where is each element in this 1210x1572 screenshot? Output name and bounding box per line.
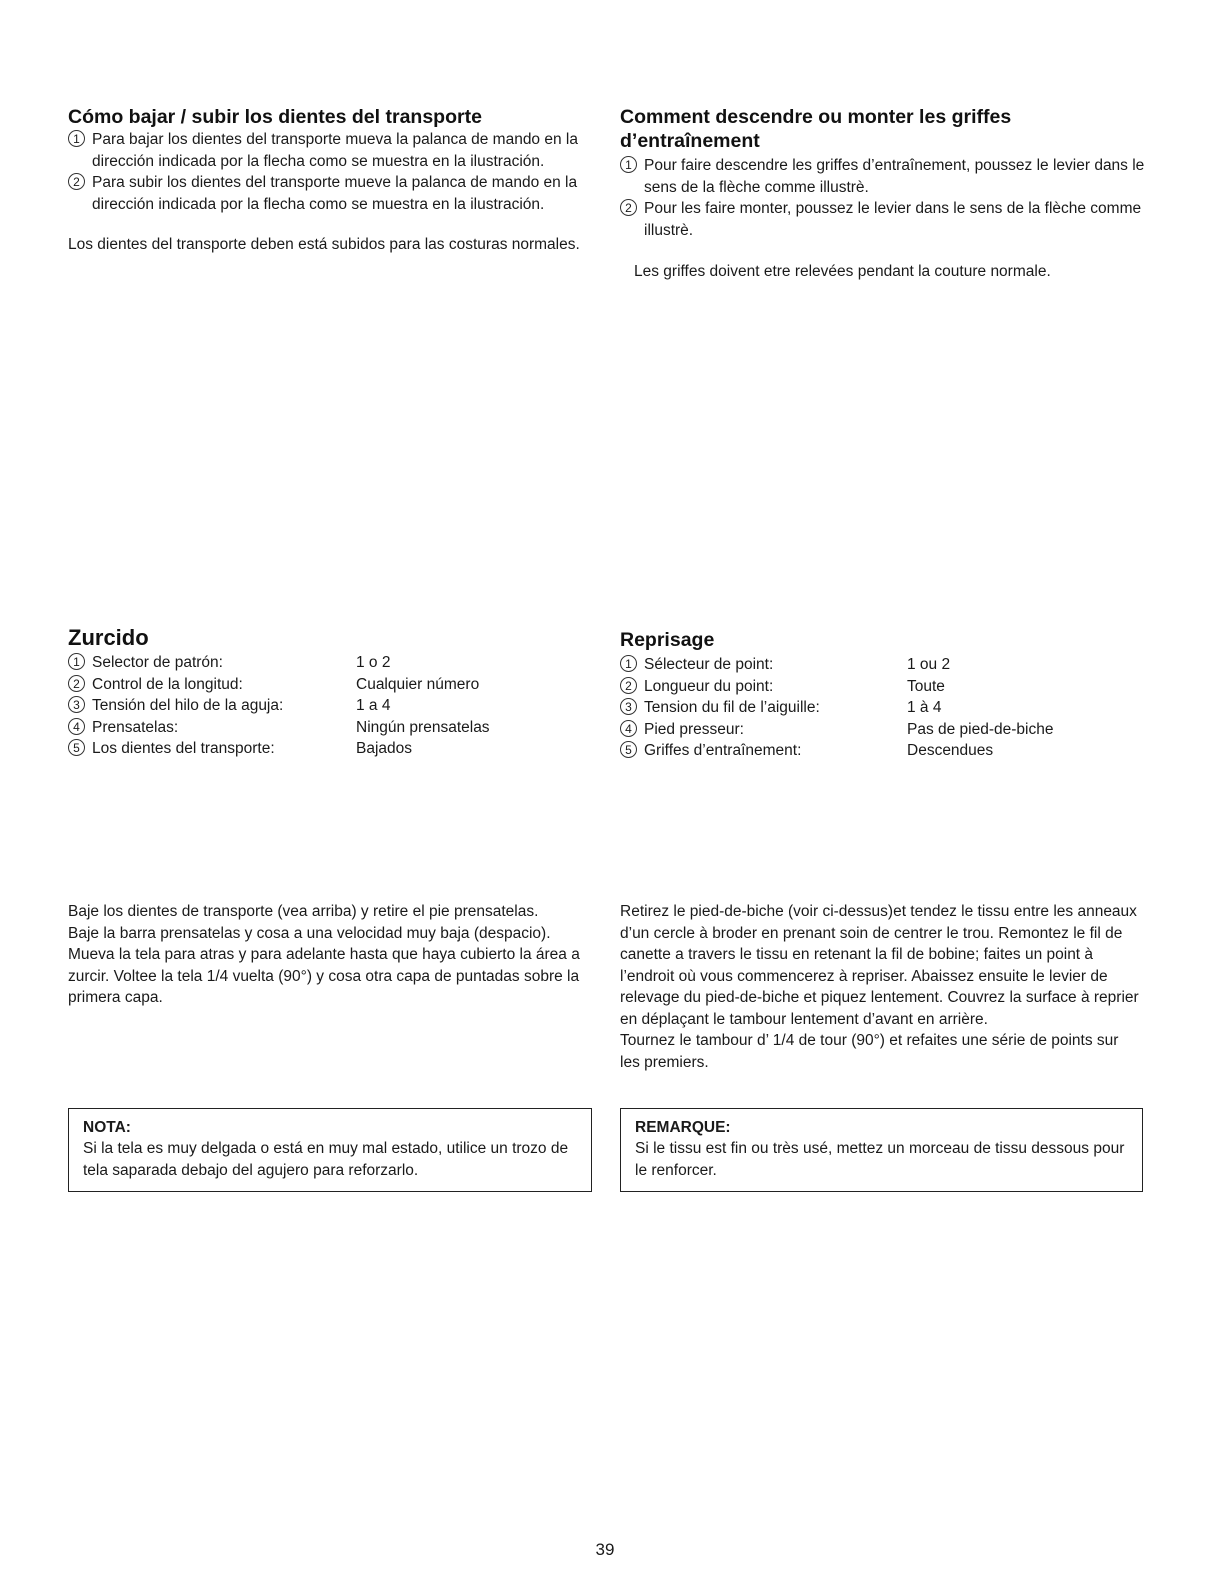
setting-label: Tension du fil de l’aiguille: xyxy=(644,699,820,716)
note-title: NOTA: xyxy=(83,1119,131,1136)
instruction-paragraph: Mueva la tela para atras y para adelante hasta que haya cubierto la área a zurcir. Voltee la tela 1/4 vuelta (90°) y cosa otra capa de puntadas sobre la primera capa. xyxy=(68,946,580,1006)
darning-instructions-es xyxy=(68,901,593,1009)
settings-list xyxy=(68,652,593,760)
step-item xyxy=(620,198,1145,241)
setting-label: Pied presseur: xyxy=(644,720,744,738)
circled-number-2: 2 xyxy=(620,677,637,694)
feed-dog-section-es xyxy=(68,105,593,256)
section-title: Reprisage xyxy=(620,629,715,651)
step-text: Pour faire descendre les griffes d’entraînement, poussez le levier dans le sens de la flèche comme illustrè. xyxy=(644,157,1145,196)
setting-value: Pas de pied-de-biche xyxy=(907,720,1054,738)
page-number: 39 xyxy=(595,1540,615,1559)
setting-row xyxy=(620,740,1145,762)
circled-number-5: 5 xyxy=(68,739,85,756)
circled-number-1: 1 xyxy=(68,130,85,147)
remarque-box xyxy=(620,1108,1143,1192)
setting-value: 1 à 4 xyxy=(907,699,942,716)
setting-value: Descendues xyxy=(907,742,994,759)
darning-settings-fr xyxy=(620,628,1145,762)
darning-settings-es xyxy=(68,626,593,760)
setting-label: Tensión del hilo de la aguja: xyxy=(92,697,284,714)
instruction-paragraph: Tournez le tambour d’ 1/4 de tour (90°) et refaites une série de points sur les premiers. xyxy=(620,1032,1119,1071)
setting-value: 1 o 2 xyxy=(356,654,391,671)
note-text: Si la tela es muy delgada o está en muy mal estado, utilice un trozo de tela saparada debajo del agujero para reforzarlo. xyxy=(83,1140,569,1179)
setting-value: 1 a 4 xyxy=(356,697,391,714)
step-item xyxy=(68,129,593,172)
setting-row xyxy=(620,697,1145,719)
setting-row xyxy=(68,738,593,760)
step-text: Para subir los dientes del transporte mueve la palanca de mando en la dirección indicada por la flecha como se muestra en la ilustración. xyxy=(92,174,578,213)
note-text: Si le tissu est fin ou très usé, mettez un morceau de tissu dessous pour le renforcer. xyxy=(635,1140,1125,1179)
setting-label: Selector de patrón: xyxy=(92,654,223,671)
setting-value: 1 ou 2 xyxy=(907,656,951,673)
circled-number-1: 1 xyxy=(620,156,637,173)
setting-label: Griffes d’entraînement: xyxy=(644,742,802,759)
step-item xyxy=(68,172,593,215)
circled-number-2: 2 xyxy=(68,173,85,190)
feed-dog-note: Los dientes del transporte deben está subidos para las costuras normales. xyxy=(68,236,580,253)
setting-value: Cualquier número xyxy=(356,675,480,693)
setting-row xyxy=(620,676,1145,698)
instruction-paragraph: Baje los dientes de transporte (vea arriba) y retire el pie prensatelas. xyxy=(68,903,539,920)
setting-value: Toute xyxy=(907,677,945,695)
setting-row xyxy=(68,674,593,696)
setting-label: Control de la longitud: xyxy=(92,675,243,693)
circled-number-1: 1 xyxy=(68,653,85,670)
circled-number-3: 3 xyxy=(620,698,637,715)
section-title: Cómo bajar / subir los dientes del transporte xyxy=(68,106,482,128)
setting-label: Longueur du point: xyxy=(644,677,774,695)
darning-instructions-fr xyxy=(620,901,1142,1073)
section-title: Comment descendre ou monter les griffes d’entraînement xyxy=(620,106,1012,152)
step-text: Para bajar los dientes del transporte mueva la palanca de mando en la dirección indicada por la flecha como se muestra en la ilustración. xyxy=(92,131,578,170)
circled-number-2: 2 xyxy=(620,199,637,216)
circled-number-2: 2 xyxy=(68,675,85,692)
step-item xyxy=(620,155,1145,198)
circled-number-4: 4 xyxy=(620,720,637,737)
step-text: Pour les faire monter, poussez le levier dans le sens de la flèche comme illustrè. xyxy=(644,200,1142,239)
setting-row xyxy=(68,717,593,739)
feed-dog-section-fr xyxy=(620,105,1145,283)
instruction-paragraph: Retirez le pied-de-biche (voir ci-dessus)et tendez le tissu entre les anneaux d’un cercle à broder en prenant soin de centrer le trou. Remontez le fil de canette a travers le tissu en retenant la fil de bobine; faites un point à l’endroit où vous commencerez à repriser. Abaissez ensuite le levier de relevage du pied-de-biche et piquez lentement. Couvrez la surface à reprier en déplaçant le tambour lentement d’avant en arrière. xyxy=(620,903,1139,1028)
setting-row xyxy=(620,719,1145,741)
nota-box xyxy=(68,1108,592,1192)
settings-list xyxy=(620,654,1145,762)
setting-row xyxy=(68,695,593,717)
setting-label: Prensatelas: xyxy=(92,718,179,736)
circled-number-1: 1 xyxy=(620,655,637,672)
feed-dog-note: Les griffes doivent etre relevées pendant la couture normale. xyxy=(634,263,1051,280)
circled-number-5: 5 xyxy=(620,741,637,758)
section-title: Zurcido xyxy=(68,625,149,650)
setting-value: Ningún prensatelas xyxy=(356,718,490,736)
circled-number-4: 4 xyxy=(68,718,85,735)
setting-row xyxy=(620,654,1145,676)
setting-label: Los dientes del transporte: xyxy=(92,740,275,757)
instruction-paragraph: Baje la barra prensatelas y cosa a una velocidad muy baja (despacio). xyxy=(68,924,551,942)
note-title: REMARQUE: xyxy=(635,1119,731,1136)
setting-label: Sélecteur de point: xyxy=(644,656,774,673)
setting-value: Bajados xyxy=(356,740,413,757)
setting-row xyxy=(68,652,593,674)
circled-number-3: 3 xyxy=(68,696,85,713)
